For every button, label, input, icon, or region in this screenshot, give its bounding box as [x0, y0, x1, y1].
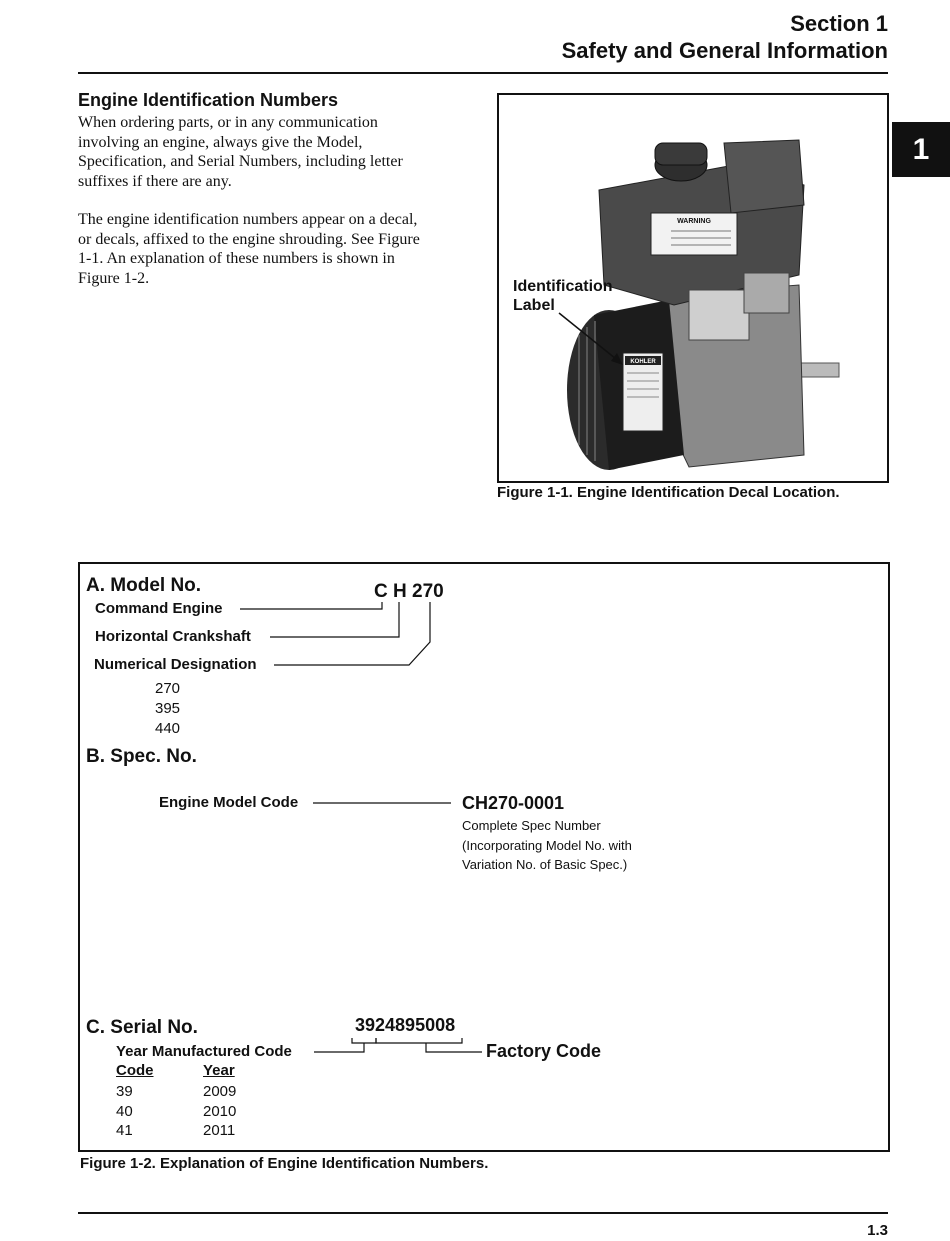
paragraph-2-line: Figure 1-2. — [78, 269, 150, 287]
spec-description-line: Variation No. of Basic Spec.) — [462, 857, 628, 873]
designation-value: 395 — [155, 700, 181, 717]
year-value-cell: 2011 — [203, 1122, 236, 1139]
identification-label-line: Label — [513, 297, 555, 314]
engine-model-code-label: Engine Model Code — [159, 794, 299, 811]
paragraph-1-line: suffixes if there are any. — [78, 172, 232, 190]
year-code-cell: 41 — [116, 1122, 133, 1139]
year-column-header: Year — [203, 1062, 235, 1079]
paragraph-1-line: involving an engine, always give the Model, — [78, 133, 363, 151]
spec-code: CH270-0001 — [462, 793, 565, 813]
spec-description — [462, 816, 632, 875]
kohler-logo: KOHLER — [630, 359, 656, 365]
model-code: C H 270 — [374, 581, 444, 602]
paragraph-2-line: 1-1. An explanation of these numbers is shown in — [78, 250, 395, 268]
figure-1-1-caption: Figure 1-1. Engine Identification Decal Location. — [497, 484, 840, 501]
code-column-header: Code — [116, 1062, 154, 1079]
footer-rule — [78, 1212, 888, 1214]
horizontal-crankshaft-label: Horizontal Crankshaft — [95, 628, 251, 645]
numerical-designation-label: Numerical Designation — [94, 656, 257, 673]
serial-number: 3924895008 — [355, 1015, 456, 1035]
year-value-cell: 2010 — [203, 1102, 237, 1120]
model-section-title: A. Model No. — [86, 575, 202, 596]
page-number: 1.3 — [867, 1222, 888, 1239]
identification-label-line: Identification — [513, 278, 613, 295]
spec-section-title: B. Spec. No. — [86, 746, 197, 767]
year-value-cell: 2009 — [203, 1083, 237, 1100]
section-title: Safety and General Information — [561, 38, 888, 63]
command-engine-label: Command Engine — [95, 600, 223, 617]
section-number: Section 1 — [790, 11, 888, 36]
year-value-column — [203, 1082, 236, 1141]
year-manufactured-code-label: Year Manufactured Code — [116, 1043, 292, 1060]
factory-code-label: Factory Code — [486, 1041, 602, 1061]
spec-description-line: Complete Spec Number — [462, 818, 601, 833]
designation-value: 440 — [155, 720, 181, 737]
designation-values — [155, 679, 180, 739]
figure-1-2-caption: Figure 1-2. Explanation of Engine Identification Numbers. — [80, 1155, 489, 1172]
year-code-cell: 39 — [116, 1083, 133, 1100]
section-tab: 1 — [892, 122, 950, 177]
paragraph-1-line: When ordering parts, or in any communication — [78, 114, 378, 131]
year-code-column — [116, 1082, 133, 1141]
paragraph-2-line: The engine identification numbers appear on a decal, — [78, 211, 418, 228]
paragraph-2-line: or decals, affixed to the engine shrouding. See Figure — [78, 230, 420, 248]
serial-section-title: C. Serial No. — [86, 1017, 198, 1038]
designation-value: 270 — [155, 680, 181, 697]
paragraph-1-line: Specification, and Serial Numbers, including letter — [78, 153, 403, 171]
warning-decal-text: WARNING — [677, 218, 711, 225]
article-heading: Engine Identification Numbers — [78, 90, 339, 110]
spec-description-line: (Incorporating Model No. with — [462, 837, 632, 853]
year-code-cell: 40 — [116, 1102, 133, 1120]
